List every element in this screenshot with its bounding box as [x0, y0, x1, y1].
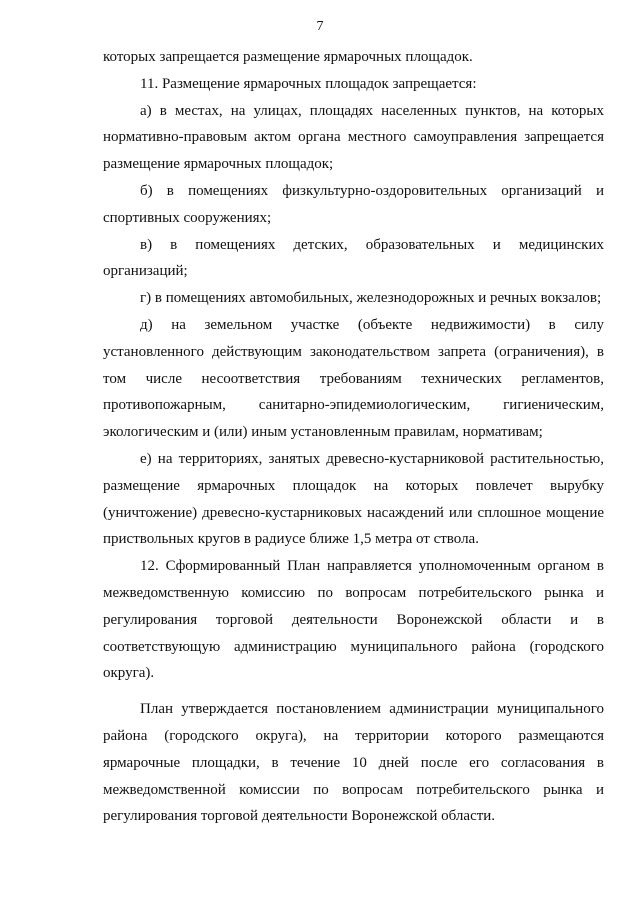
paragraph-item-a: а) в местах, на улицах, площадях населенных пунктов, на которых нормативно-правовым актом органа местного самоуправления запрещается размещение ярмарочных площадок;: [103, 102, 604, 173]
paragraph-item-b: б) в помещениях физкультурно-оздоровительных организаций и спортивных сооружениях;: [103, 182, 604, 226]
paragraph-item-e: е) на территориях, занятых древесно-кустарниковой растительностью, размещение ярмарочных площадок на которых повлечет вырубку (уничтожение) древесно-кустарниковых насаждений или сплошное мощение приствольных кругов в радиусе ближе 1,5 метра от ствола.: [103, 450, 604, 548]
document-body: [103, 44, 604, 830]
paragraph-continuation: которых запрещается размещение ярмарочных площадок.: [103, 49, 473, 65]
paragraph-item-d: д) на земельном участке (объекте недвижимости) в силу установленного действующим законодательством запрета (ограничения), в том числе несоответствия требованиям технических регламентов, противопожарным, санитарно-эпидемиологическим, гигиеническим, экологическим и (или) иным установленным правилам, нормативам;: [103, 316, 604, 441]
page-number: 7: [316, 19, 324, 34]
paragraph-item-g: г) в помещениях автомобильных, железнодорожных и речных вокзалов;: [140, 290, 602, 307]
paragraph-clause-11: 11. Размещение ярмарочных площадок запрещается:: [140, 75, 477, 92]
paragraph-plan-approval: План утверждается постановлением администрации муниципального района (городского округа), на территории которого размещаются ярмарочные площадки, в течение 10 дней после его согласования в межведомственной комиссии по вопросам потребительского рынка и регулирования торговой деятельности Воронежской области.: [103, 701, 604, 825]
paragraph-clause-12: 12. Сформированный План направляется уполномоченным органом в межведомственную комиссию по вопросам потребительского рынка и регулирования торговой деятельности Воронежской области и в соответствующую администрацию муниципального района (городского округа).: [103, 558, 604, 682]
paragraph-item-v: в) в помещениях детских, образовательных и медицинских организаций;: [103, 236, 604, 280]
